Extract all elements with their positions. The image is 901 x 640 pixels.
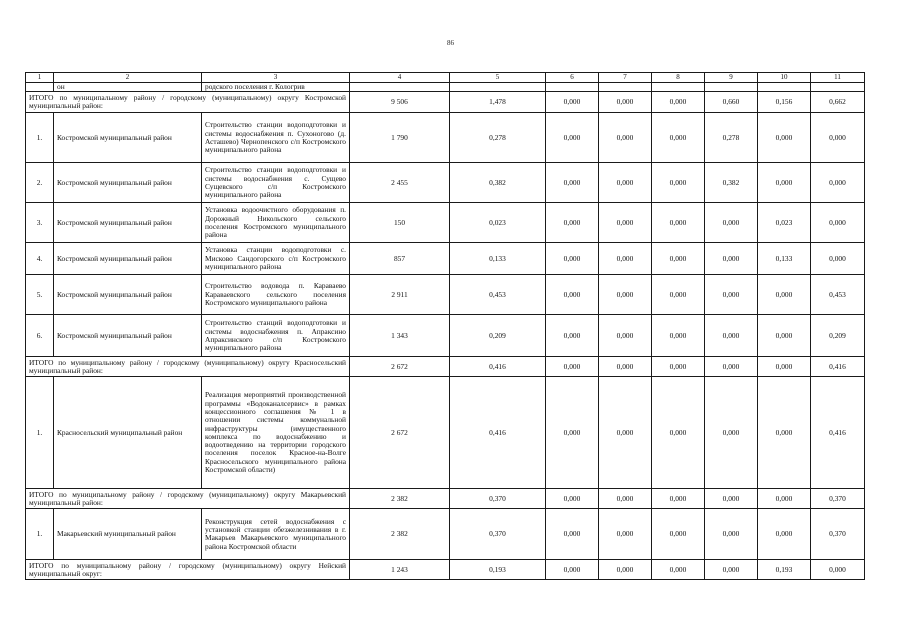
- value-cell: 1 790: [350, 113, 450, 163]
- value-cell: 857: [350, 243, 450, 275]
- value-cell: 2 382: [350, 489, 450, 509]
- value-cell: 0,382: [450, 163, 546, 203]
- value-cell: 0,023: [758, 203, 811, 243]
- value-cell: 0,416: [811, 357, 865, 377]
- value-cell: 2 382: [350, 509, 450, 560]
- value-cell: 0,000: [811, 113, 865, 163]
- value-cell: 0,000: [758, 113, 811, 163]
- value-cell: 0,000: [652, 113, 705, 163]
- column-number-header-row: [26, 73, 865, 83]
- value-cell: 0,000: [811, 560, 865, 580]
- value-cell: 1,478: [450, 92, 546, 113]
- value-cell: 0,000: [599, 509, 652, 560]
- value-cell: 0,000: [546, 92, 599, 113]
- value-cell: 0,000: [705, 560, 758, 580]
- value-cell: 0,000: [599, 560, 652, 580]
- value-cell: 9 506: [350, 92, 450, 113]
- total-row: [26, 560, 865, 580]
- value-cell: 0,000: [546, 275, 599, 315]
- value-cell: 1 343: [350, 315, 450, 357]
- column-header: 5: [450, 73, 546, 83]
- value-cell: 0,000: [758, 357, 811, 377]
- value-cell: 0,453: [450, 275, 546, 315]
- value-cell: 0,000: [652, 509, 705, 560]
- description-cell: Установка водоочистного оборудования п. Дорожный Никольского сельского поселения Костромского муниципального района: [202, 203, 350, 243]
- value-cell: 0,000: [546, 377, 599, 489]
- value-cell: 0,000: [652, 315, 705, 357]
- value-cell: 0,416: [450, 357, 546, 377]
- row-number: 4.: [26, 243, 54, 275]
- value-cell: 0,000: [599, 357, 652, 377]
- value-cell: 0,000: [546, 163, 599, 203]
- column-header: 11: [811, 73, 865, 83]
- value-cell: 0,370: [811, 509, 865, 560]
- total-label: ИТОГО по муниципальному району / городскому (муниципальному) округу Макарьевский муниципальный район:: [26, 489, 350, 509]
- continuation-row: [26, 83, 865, 92]
- value-cell: 0,000: [546, 509, 599, 560]
- column-header: 7: [599, 73, 652, 83]
- value-cell: 0,000: [758, 163, 811, 203]
- value-cell: 0,000: [546, 315, 599, 357]
- value-cell: 0,000: [546, 489, 599, 509]
- column-header: 1: [26, 73, 54, 83]
- value-cell: 0,000: [758, 315, 811, 357]
- description-cell: Реконструкция сетей водоснабжения с установкой станции обезжелезнивания в г. Макарьев Макарьевского муниципального района Костромской области: [202, 509, 350, 560]
- value-cell: 0,133: [758, 243, 811, 275]
- value-cell: 0,453: [811, 275, 865, 315]
- value-cell: 0,000: [652, 92, 705, 113]
- column-header: 3: [202, 73, 350, 83]
- value-cell: 0,278: [705, 113, 758, 163]
- value-cell: 0,000: [705, 315, 758, 357]
- column-header: 2: [54, 73, 202, 83]
- value-cell: 0,662: [811, 92, 865, 113]
- description-cell: Строительство водовода п. Караваево Караваевского сельского поселения Костромского муниципального района: [202, 275, 350, 315]
- row-number: 2.: [26, 163, 54, 203]
- value-cell: 0,370: [450, 489, 546, 509]
- continuation-district: он: [54, 83, 202, 92]
- value-cell: 0,000: [652, 203, 705, 243]
- column-header: 9: [705, 73, 758, 83]
- value-cell: 0,000: [705, 203, 758, 243]
- district-cell: Костромской муниципальный район: [54, 275, 202, 315]
- table-row: [26, 163, 865, 203]
- value-cell: 0,000: [811, 163, 865, 203]
- district-cell: Костромской муниципальный район: [54, 243, 202, 275]
- value-cell: 0,000: [758, 275, 811, 315]
- value-cell: 0,000: [599, 113, 652, 163]
- value-cell: 0,193: [758, 560, 811, 580]
- value-cell: 0,000: [599, 377, 652, 489]
- district-cell: Костромской муниципальный район: [54, 113, 202, 163]
- value-cell: 0,023: [450, 203, 546, 243]
- description-cell: Строительство станции водоподготовки и системы водоснабжения с. Сущево Сущевского с/п Костромского муниципального района: [202, 163, 350, 203]
- column-header: 6: [546, 73, 599, 83]
- value-cell: 0,000: [705, 489, 758, 509]
- district-cell: Макарьевский муниципальный район: [54, 509, 202, 560]
- value-cell: 2 672: [350, 377, 450, 489]
- total-row: [26, 92, 865, 113]
- value-cell: 0,000: [758, 509, 811, 560]
- value-cell: 0,000: [758, 377, 811, 489]
- value-cell: 0,000: [599, 203, 652, 243]
- value-cell: 0,000: [652, 357, 705, 377]
- value-cell: 0,000: [705, 377, 758, 489]
- value-cell: 150: [350, 203, 450, 243]
- value-cell: 0,000: [546, 560, 599, 580]
- value-cell: 0,660: [705, 92, 758, 113]
- row-number: 1.: [26, 113, 54, 163]
- value-cell: 0,000: [652, 560, 705, 580]
- value-cell: 0,370: [811, 489, 865, 509]
- continuation-description: родского поселения г. Кологрив: [202, 83, 350, 92]
- value-cell: 0,000: [546, 203, 599, 243]
- row-number: 1.: [26, 509, 54, 560]
- column-header: 10: [758, 73, 811, 83]
- value-cell: 0,209: [450, 315, 546, 357]
- column-header: 4: [350, 73, 450, 83]
- value-cell: 0,000: [546, 113, 599, 163]
- table-row: [26, 113, 865, 163]
- total-label: ИТОГО по муниципальному району / городскому (муниципальному) округу Красносельский муниципальный район:: [26, 357, 350, 377]
- total-row: [26, 357, 865, 377]
- table-row: [26, 377, 865, 489]
- row-number: 3.: [26, 203, 54, 243]
- value-cell: 0,000: [599, 243, 652, 275]
- value-cell: 0,370: [450, 509, 546, 560]
- description-cell: Строительство станций водоподготовки и системы водоснабжения п. Апраксино Апраксинского с/п Костромского муниципального района: [202, 315, 350, 357]
- value-cell: 0,000: [546, 243, 599, 275]
- value-cell: 0,000: [652, 243, 705, 275]
- value-cell: 0,000: [599, 92, 652, 113]
- district-cell: Костромской муниципальный район: [54, 163, 202, 203]
- page-number: 86: [447, 39, 454, 47]
- data-table: [25, 72, 865, 580]
- description-cell: Установка станции водоподготовки с. Мисково Сандогорского с/п Костромского муниципального района: [202, 243, 350, 275]
- value-cell: 0,000: [599, 163, 652, 203]
- value-cell: 0,000: [705, 357, 758, 377]
- table-row: [26, 243, 865, 275]
- table-row: [26, 275, 865, 315]
- value-cell: 0,000: [705, 243, 758, 275]
- value-cell: 0,156: [758, 92, 811, 113]
- table-row: [26, 203, 865, 243]
- value-cell: 0,000: [599, 275, 652, 315]
- value-cell: 0,000: [758, 489, 811, 509]
- total-label: ИТОГО по муниципальному району / городскому (муниципальному) округу Нейский муниципальный округ:: [26, 560, 350, 580]
- district-cell: Костромской муниципальный район: [54, 315, 202, 357]
- table-row: [26, 315, 865, 357]
- value-cell: 0,000: [705, 275, 758, 315]
- total-label: ИТОГО по муниципальному району / городскому (муниципальному) округу Костромской муниципальный район:: [26, 92, 350, 113]
- row-number: 6.: [26, 315, 54, 357]
- value-cell: 0,382: [705, 163, 758, 203]
- value-cell: 0,000: [652, 377, 705, 489]
- value-cell: 0,209: [811, 315, 865, 357]
- value-cell: 0,000: [599, 315, 652, 357]
- value-cell: 0,000: [652, 275, 705, 315]
- row-number: 5.: [26, 275, 54, 315]
- row-number: 1.: [26, 377, 54, 489]
- value-cell: 0,000: [811, 203, 865, 243]
- value-cell: 0,000: [652, 163, 705, 203]
- district-cell: Костромской муниципальный район: [54, 203, 202, 243]
- total-row: [26, 489, 865, 509]
- value-cell: 1 243: [350, 560, 450, 580]
- district-cell: Красносельский муниципальный район: [54, 377, 202, 489]
- value-cell: 0,133: [450, 243, 546, 275]
- table-row: [26, 509, 865, 560]
- value-cell: 0,000: [652, 489, 705, 509]
- value-cell: 0,000: [705, 509, 758, 560]
- value-cell: 0,416: [811, 377, 865, 489]
- value-cell: 2 911: [350, 275, 450, 315]
- value-cell: 0,416: [450, 377, 546, 489]
- value-cell: 0,000: [546, 357, 599, 377]
- value-cell: 2 672: [350, 357, 450, 377]
- description-cell: Строительство станции водоподготовки и системы водоснабжения п. Сухоногово (д. Асташево) Чернопенского с/п Костромского муниципального района: [202, 113, 350, 163]
- column-header: 8: [652, 73, 705, 83]
- value-cell: 0,000: [811, 243, 865, 275]
- value-cell: 0,278: [450, 113, 546, 163]
- description-cell: Реализация мероприятий производственной программы «Водоканалсервис» в рамках концессионного соглашения № 1 в отношении системы коммунальной инфраструктуры (имущественного комплекса по водоснабжению и водоотведению на территории городского поселения поселок Красное-на-Волге Красносельского муниципального района Костромской области): [202, 377, 350, 489]
- value-cell: 2 455: [350, 163, 450, 203]
- value-cell: 0,193: [450, 560, 546, 580]
- value-cell: 0,000: [599, 489, 652, 509]
